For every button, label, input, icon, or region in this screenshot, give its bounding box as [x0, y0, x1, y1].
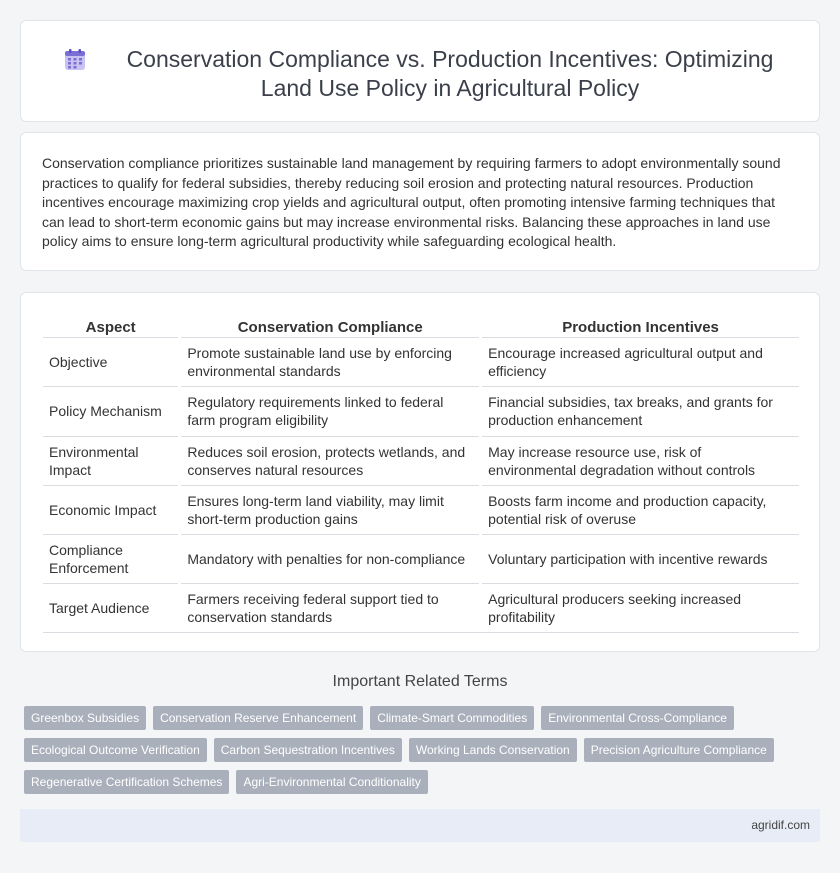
- column-header: Aspect: [85, 319, 136, 336]
- table-row: [43, 337, 799, 386]
- site-link[interactable]: agridif.com: [751, 818, 810, 832]
- related-term-tag[interactable]: Working Lands Conservation: [409, 738, 577, 762]
- table-cell: Farmers receiving federal support tied to conservation standards: [181, 583, 479, 632]
- footer: [20, 809, 820, 842]
- related-term-tag[interactable]: Carbon Sequestration Incentives: [214, 738, 402, 762]
- table-cell: Economic Impact: [43, 485, 178, 534]
- table-cell: Reduces soil erosion, protects wetlands, and conserves natural resources: [181, 436, 479, 485]
- table-row: [43, 386, 799, 435]
- table-cell: Policy Mechanism: [43, 386, 178, 435]
- table-cell: Mandatory with penalties for non-compliance: [181, 534, 479, 583]
- table-cell: Target Audience: [43, 583, 178, 632]
- related-term-tag[interactable]: Agri-Environmental Conditionality: [236, 770, 427, 794]
- table-row: [43, 436, 799, 485]
- title-card: [20, 20, 820, 122]
- table-row: [43, 534, 799, 583]
- related-term-tag[interactable]: Greenbox Subsidies: [24, 706, 146, 730]
- table-cell: Objective: [43, 337, 178, 386]
- table-cell: Boosts farm income and production capacity, potential risk of overuse: [482, 485, 799, 534]
- column-header: Production Incentives: [562, 319, 719, 336]
- table-row: [43, 583, 799, 632]
- comparison-table: [43, 315, 799, 633]
- calendar-icon: [63, 48, 87, 72]
- table-cell: Promote sustainable land use by enforcing environmental standards: [181, 337, 479, 386]
- table-cell: Voluntary participation with incentive rewards: [482, 534, 799, 583]
- table-cell: Encourage increased agricultural output and efficiency: [482, 337, 799, 386]
- related-term-tag[interactable]: Climate-Smart Commodities: [370, 706, 534, 730]
- table-header-row: [43, 315, 799, 337]
- page-title: Conservation Compliance vs. Production Incentives: Optimizing Land Use Policy in Agricultural Policy: [126, 46, 774, 101]
- table-cell: Regulatory requirements linked to federal farm program eligibility: [181, 386, 479, 435]
- table-cell: Ensures long-term land viability, may limit short-term production gains: [181, 485, 479, 534]
- related-term-tag[interactable]: Environmental Cross-Compliance: [541, 706, 734, 730]
- related-term-tag[interactable]: Ecological Outcome Verification: [24, 738, 207, 762]
- related-terms-list: [24, 706, 804, 802]
- table-cell: Environmental Impact: [43, 436, 178, 485]
- table-cell: May increase resource use, risk of environmental degradation without controls: [482, 436, 799, 485]
- intro-card: [20, 132, 820, 271]
- related-term-tag[interactable]: Conservation Reserve Enhancement: [153, 706, 363, 730]
- intro-paragraph: Conservation compliance prioritizes sustainable land management by requiring farmers to adopt environmentally sound practices to qualify for federal subsidies, thereby reducing soil erosion and protecting natural resources. Production incentives encourage maximizing crop yields and agricultural output, often promoting intensive farming techniques that can lead to short-term economic gains but may increase environmental risks. Balancing these approaches in land use policy aims to ensure long-term agricultural productivity while safeguarding ecological health.: [42, 155, 781, 249]
- table-row: [43, 485, 799, 534]
- related-term-tag[interactable]: Regenerative Certification Schemes: [24, 770, 229, 794]
- related-terms-heading: Important Related Terms: [332, 673, 508, 690]
- column-header: Conservation Compliance: [237, 319, 423, 336]
- table-cell: Agricultural producers seeking increased profitability: [482, 583, 799, 632]
- comparison-table-card: [20, 292, 820, 652]
- table-cell: Compliance Enforcement: [43, 534, 178, 583]
- related-term-tag[interactable]: Precision Agriculture Compliance: [584, 738, 774, 762]
- table-cell: Financial subsidies, tax breaks, and grants for production enhancement: [482, 386, 799, 435]
